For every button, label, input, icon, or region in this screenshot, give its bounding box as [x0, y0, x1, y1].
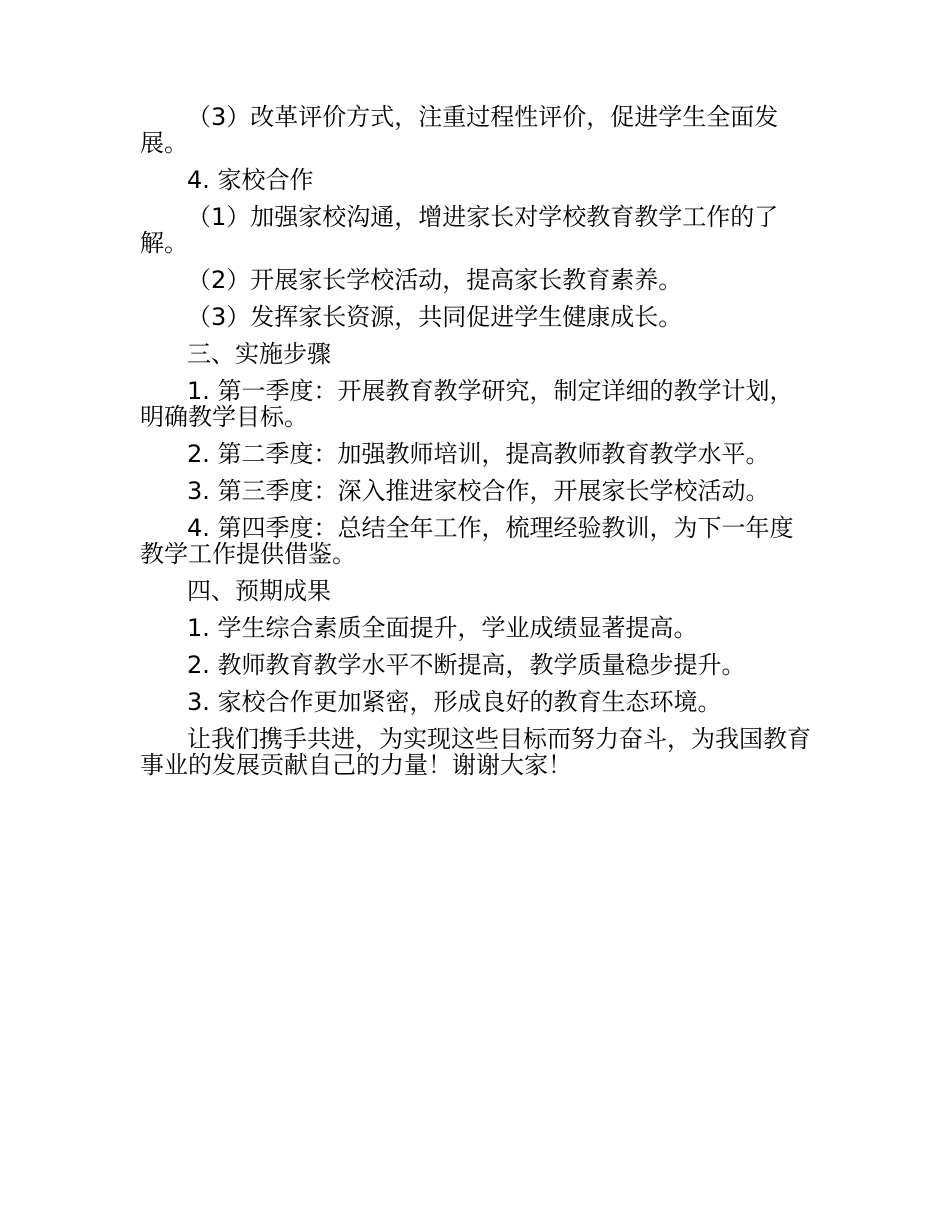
paragraph-evaluation-reform: （3）改革评价方式，注重过程性评价，促进学生全面发展。 — [140, 103, 779, 157]
heading-home-school-cooperation: 4. 家校合作 — [187, 166, 314, 194]
section-heading-outcomes: 四、预期成果 — [187, 577, 331, 605]
outcome-cooperation: 3. 家校合作更加紧密，形成良好的教育生态环境。 — [187, 688, 722, 716]
paragraph-parent-school: （2）开展家长学校活动，提高家长教育素养。 — [187, 266, 683, 294]
paragraph-communication: （1）加强家校沟通，增进家长对学校教育教学工作的了解。 — [140, 203, 779, 257]
step-q3: 3. 第三季度：深入推进家校合作，开展家长学校活动。 — [187, 477, 770, 505]
outcome-students: 1. 学生综合素质全面提升，学业成绩显著提高。 — [187, 614, 698, 642]
step-q1: 1. 第一季度：开展教育教学研究，制定详细的教学计划，明确教学目标。 — [140, 377, 794, 431]
document-body — [140, 104, 812, 789]
outcome-teachers: 2. 教师教育教学水平不断提高，教学质量稳步提升。 — [187, 651, 746, 679]
paragraph-parent-resources: （3）发挥家长资源，共同促进学生健康成长。 — [187, 303, 683, 331]
section-heading-implementation: 三、实施步骤 — [187, 340, 331, 368]
closing-paragraph: 让我们携手共进，为实现这些目标而努力奋斗，为我国教育事业的发展贡献自己的力量！谢谢大家！ — [140, 725, 811, 779]
step-q2: 2. 第二季度：加强教师培训，提高教师教育教学水平。 — [187, 440, 770, 468]
step-q4: 4. 第四季度：总结全年工作，梳理经验教训，为下一年度教学工作提供借鉴。 — [140, 514, 794, 568]
